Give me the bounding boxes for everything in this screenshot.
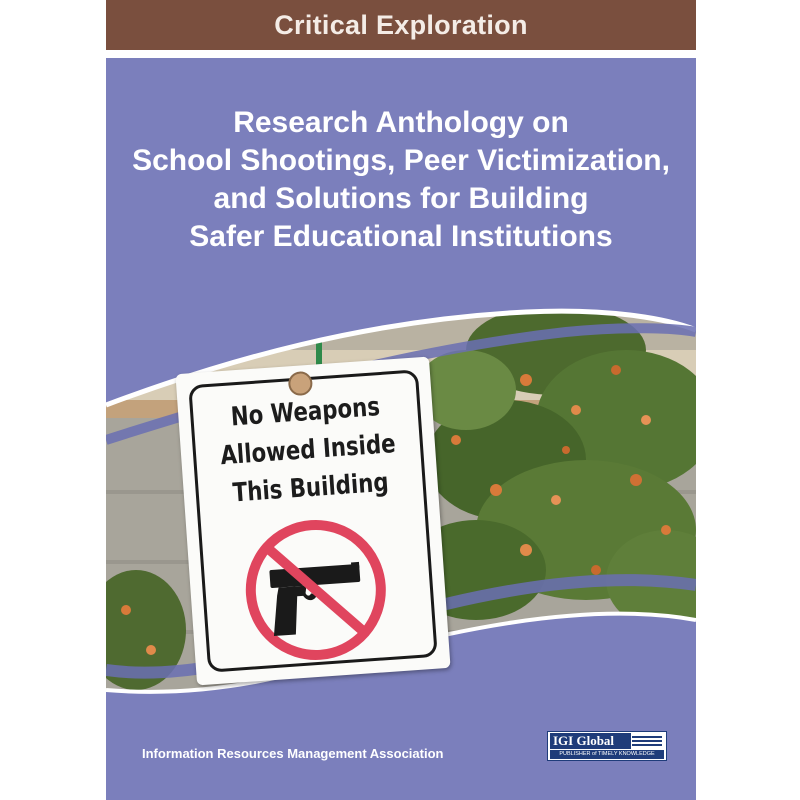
sign-line: Allowed Inside: [219, 429, 397, 472]
divider: [106, 50, 696, 58]
series-label: Critical Exploration: [274, 9, 528, 40]
book-title: [106, 104, 696, 256]
logo-lines-icon: [632, 735, 662, 747]
publisher-tagline: PUBLISHER of TIMELY KNOWLEDGE: [550, 750, 664, 759]
title-line: Research Anthology on: [233, 106, 569, 139]
sign-text: [213, 387, 403, 513]
no-gun-icon: [236, 510, 396, 670]
title-line: Safer Educational Institutions: [189, 220, 613, 253]
publisher-name: IGI Global: [550, 733, 631, 749]
book-cover: [106, 0, 696, 800]
publisher-logo: [547, 731, 667, 761]
title-line: and Solutions for Building: [213, 182, 589, 215]
author-organization: Information Resources Management Association: [142, 746, 444, 761]
sign-line: This Building: [231, 467, 390, 509]
no-weapons-sign: [175, 357, 450, 686]
title-line: School Shootings, Peer Victimization,: [132, 144, 670, 177]
series-banner: [106, 0, 696, 50]
sign-line: No Weapons: [229, 392, 381, 433]
